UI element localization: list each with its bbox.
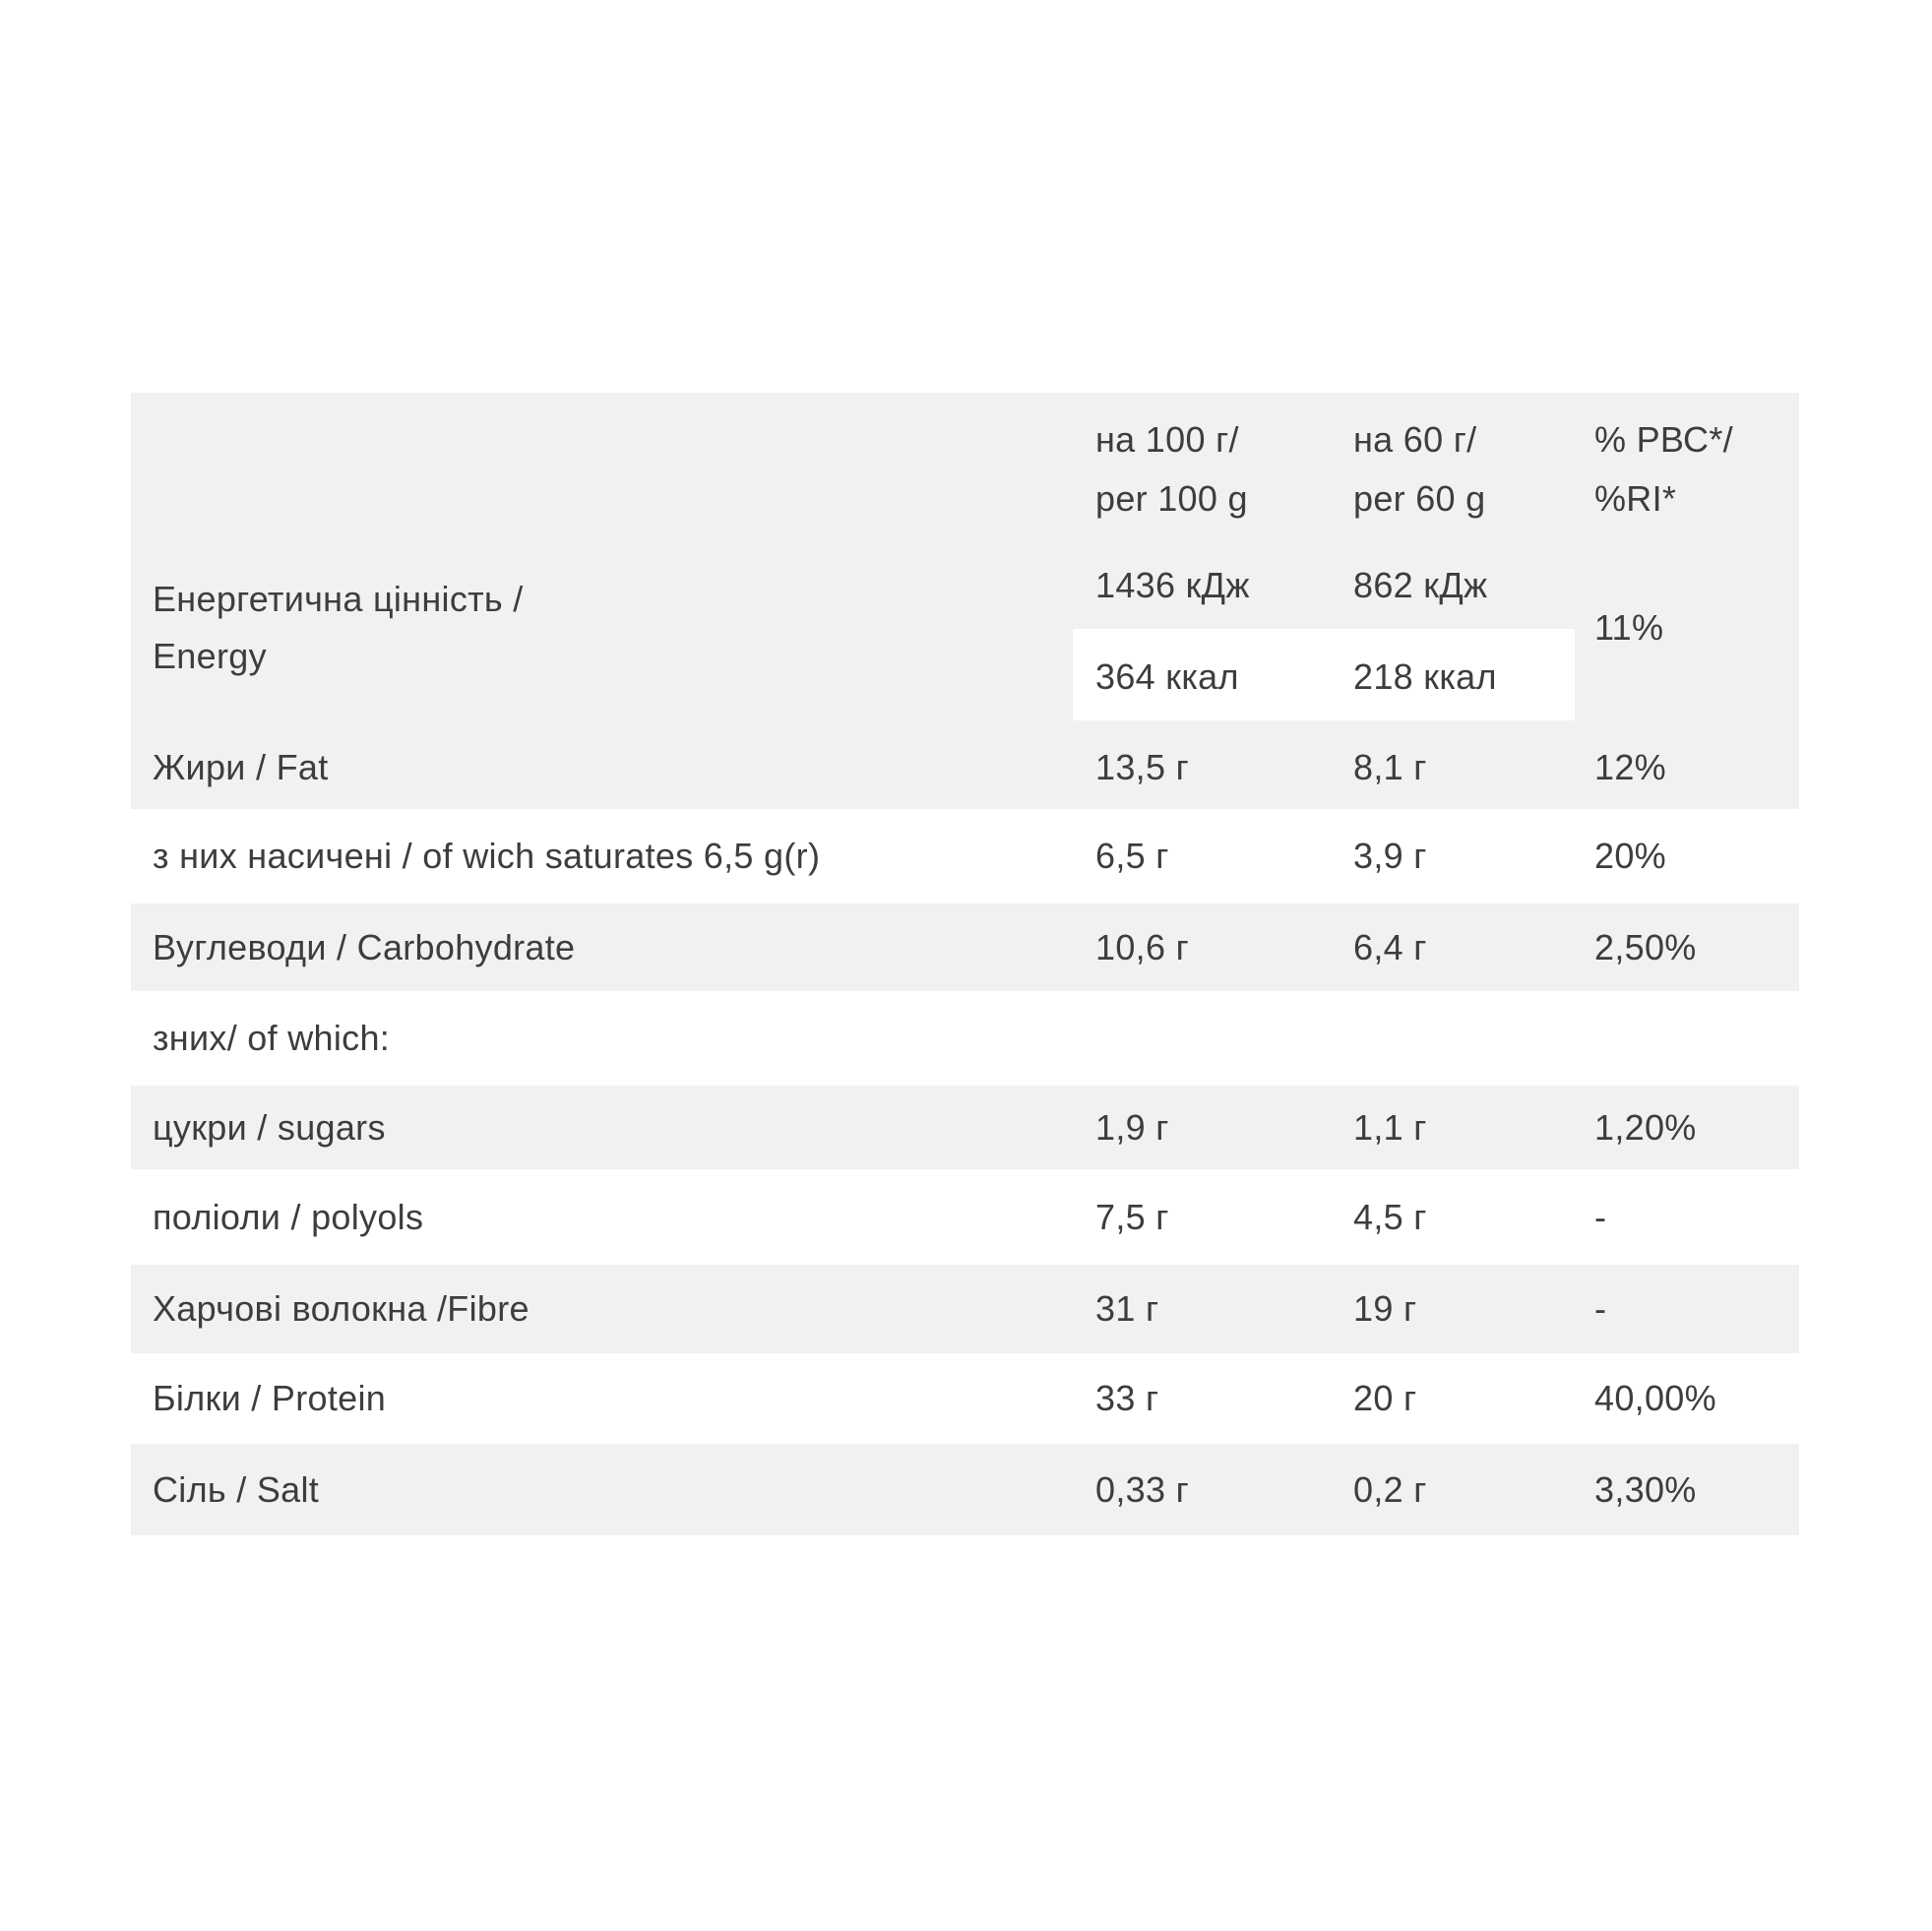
col-header-ri-percent <box>1594 410 1799 529</box>
row-label: зних/ of which: <box>153 1018 391 1058</box>
col-header-per-100g-line2: per 100 g <box>1095 478 1248 519</box>
row-value-per-60g: 4,5 г <box>1353 1196 1427 1237</box>
energy-row-label-line2: Energy <box>153 636 267 676</box>
col-header-ri-percent-line2: %RI* <box>1594 478 1677 519</box>
row-value-per-100g: 0,33 г <box>1095 1468 1189 1510</box>
row-value-ri-percent: 40,00% <box>1594 1378 1716 1418</box>
row-value-ri-percent: 12% <box>1594 747 1666 787</box>
energy-row-label <box>153 571 524 685</box>
row-label: Сіль / Salt <box>153 1468 320 1510</box>
col-header-per-60g-line2: per 60 g <box>1353 478 1486 519</box>
energy-ri-percent: 11% <box>1594 607 1664 648</box>
energy-row-label-line1: Енергетична цінність / <box>153 579 524 619</box>
energy-kcal-per-100g: 364 ккал <box>1095 656 1239 697</box>
row-label: Жири / Fat <box>153 747 329 787</box>
col-header-per-60g-line1: на 60 г/ <box>1353 419 1477 460</box>
table-row-fibre <box>131 1265 1799 1353</box>
row-value-ri-percent: 1,20% <box>1594 1106 1697 1148</box>
row-value-per-60g: 1,1 г <box>1353 1106 1427 1148</box>
row-label: Вуглеводи / Carbohydrate <box>153 926 576 967</box>
row-value-per-60g: 8,1 г <box>1353 747 1427 787</box>
table-row-sugars <box>131 1086 1799 1169</box>
row-label: з них насичені / of wich saturates 6,5 g(r) <box>153 836 821 876</box>
row-value-ri-percent: 2,50% <box>1594 926 1697 967</box>
row-value-per-60g: 19 г <box>1353 1288 1417 1329</box>
row-label: Білки / Protein <box>153 1378 387 1418</box>
row-value-per-100g: 31 г <box>1095 1288 1159 1329</box>
table-header-row <box>131 393 1799 548</box>
row-value-per-100g: 6,5 г <box>1095 836 1169 876</box>
col-header-per-100g <box>1095 410 1353 529</box>
row-value-per-60g: 20 г <box>1353 1378 1417 1418</box>
row-label: поліоли / polyols <box>153 1196 424 1237</box>
row-value-ri-percent: 20% <box>1594 836 1666 876</box>
row-value-per-100g: 13,5 г <box>1095 747 1189 787</box>
row-label: цукри / sugars <box>153 1106 386 1148</box>
row-value-ri-percent: 3,30% <box>1594 1468 1697 1510</box>
col-header-per-60g <box>1353 410 1594 529</box>
table-row-polyols <box>131 1169 1799 1265</box>
nutrition-facts-table <box>131 393 1799 1535</box>
table-row-fat <box>131 726 1799 809</box>
row-value-ri-percent: - <box>1594 1288 1607 1329</box>
row-value-per-60g: 6,4 г <box>1353 926 1427 967</box>
row-value-ri-percent: - <box>1594 1196 1607 1237</box>
table-row-carbohydrate <box>131 903 1799 991</box>
energy-kcal-per-60g: 218 ккал <box>1353 656 1497 697</box>
table-row-energy <box>131 548 1799 726</box>
table-row-of-which <box>131 991 1799 1086</box>
row-label: Харчові волокна /Fibre <box>153 1288 530 1329</box>
col-header-ri-percent-line1: % РВС*/ <box>1594 419 1733 460</box>
row-value-per-100g: 10,6 г <box>1095 926 1189 967</box>
row-value-per-100g: 33 г <box>1095 1378 1159 1418</box>
energy-kj-per-100g: 1436 кДж <box>1095 565 1250 605</box>
row-value-per-100g: 7,5 г <box>1095 1196 1169 1237</box>
table-row-salt <box>131 1444 1799 1535</box>
row-value-per-60g: 3,9 г <box>1353 836 1427 876</box>
table-row-saturates <box>131 809 1799 903</box>
table-row-protein <box>131 1353 1799 1444</box>
energy-kj-per-60g: 862 кДж <box>1353 565 1488 605</box>
col-header-per-100g-line1: на 100 г/ <box>1095 419 1239 460</box>
row-value-per-60g: 0,2 г <box>1353 1468 1427 1510</box>
row-value-per-100g: 1,9 г <box>1095 1106 1169 1148</box>
